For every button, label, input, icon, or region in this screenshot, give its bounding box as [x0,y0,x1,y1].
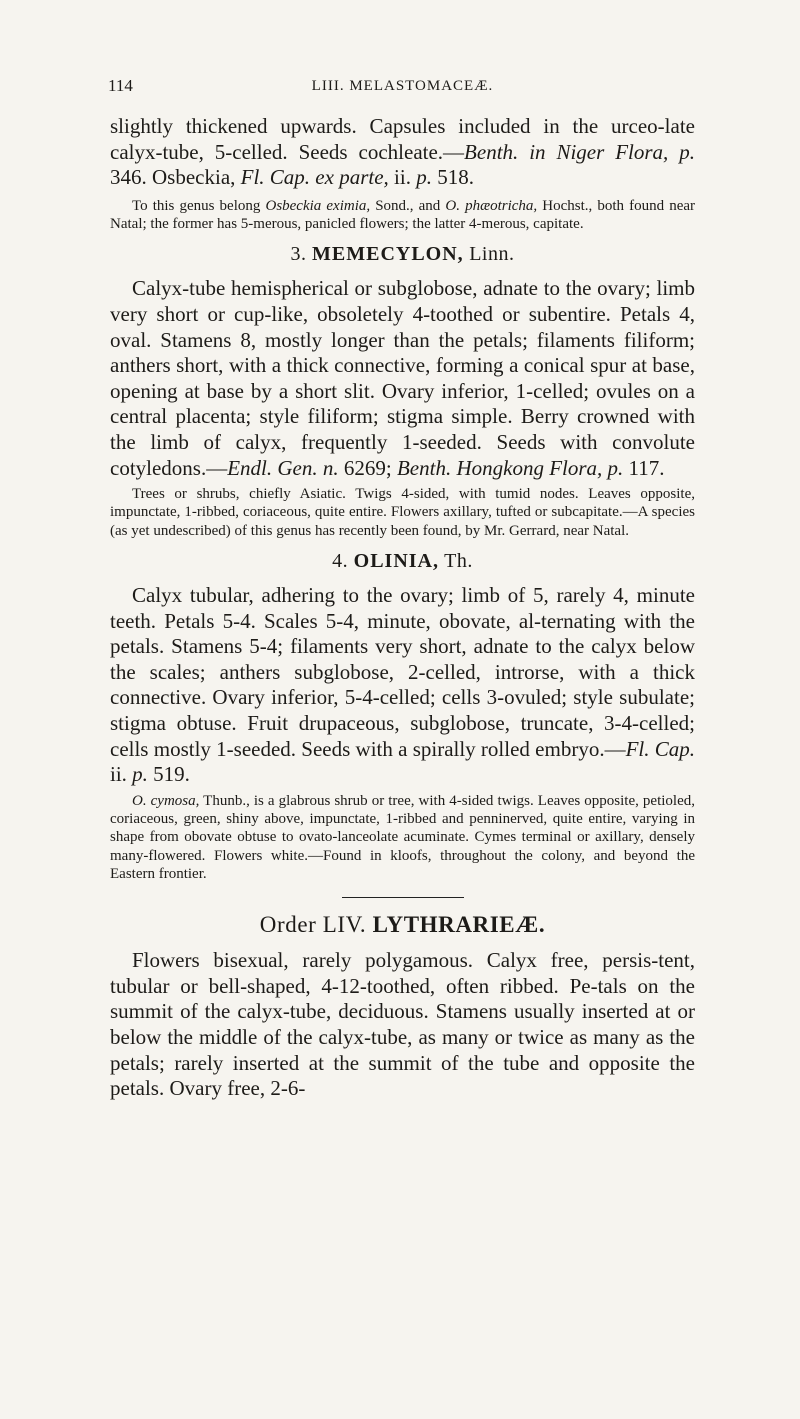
page-number: 114 [108,76,133,95]
memecylon-description: Calyx-tube hemispherical or subglobose, adnate to the ovary; limb very short or cup-like, obsoletely 4-toothed or subentire. Petals 4, oval. Stamens 8, mostly longer than the petals; filaments filiform; anthers short, with a thick connective, forming a conical spur at base, opening at base by a short slit. Ovary inferior, 1-celled; ovules on a central placenta; style filiform; stigma simple. Berry crowned with the limb of calyx, frequently 1-seeded. Seeds with convolute cotyledons.—Endl. Gen. n. 6269; Benth. Hongkong Flora, p. 117. [110,276,695,480]
osbeckia-note: To this genus belong Osbeckia eximia, Sond., and O. phæotricha, Hochst., both found near Natal; the former has 5-merous, panicled flowers; the latter 4-merous, capitate. [110,197,696,233]
olinia-description: Calyx tubular, adhering to the ovary; limb of 5, rarely 4, minute teeth. Petals 5-4. Scales 5-4, minute, obovate, al-ternating with the petals. Stamens 5-4; filaments very short, adnate to the calyx below the scales; anthers subglobose, 2-celled, introrse, with a thick connective. Ovary inferior, 5-4-celled; cells 3-ovuled; style subulate; stigma obtuse. Fruit drupaceous, subglobose, truncate, 3-4-celled; cells mostly 1-seeded. Seeds with a spirally rolled embryo.—Fl. Cap. ii. p. 519. [110,583,695,787]
page [110,76,695,1102]
section-divider [342,897,464,898]
lythrarieae-description: Flowers bisexual, rarely polygamous. Calyx free, persis-tent, tubular or bell-shaped, 4-12-toothed, often ribbed. Pe-tals on the summit of the calyx-tube, deciduous. Stamens usually inserted at or below the middle of the calyx-tube, as many or twice as many as the petals; rarely inserted at the summit of the tube and opposite the petals. Ovary free, 2-6- [110,948,695,1101]
olinia-note: O. cymosa, Thunb., is a glabrous shrub or tree, with 4-sided twigs. Leaves opposite, petioled, coriaceous, green, shiny above, impunctate, 1-ribbed and penninerved, quite entire, varying in shape from obovate obtuse to ovato-lanceolate acuminate. Cymes terminal or axillary, densely many-flowered. Flowers white.—Found in kloofs, throughout the colony, and beyond the Eastern frontier. [110,792,695,882]
memecylon-note: Trees or shrubs, chiefly Asiatic. Twigs 4-sided, with tumid nodes. Leaves opposite, impunctate, 1-ribbed, coriaceous, quite entire. Flowers axillary, tufted or subcapitate.—A species (as yet undescribed) of this genus has recently been found, by Mr. Gerrard, near Natal. [110,486,695,539]
running-head-title: LIII. MELASTOMACEÆ. [311,78,494,94]
osbeckia-description-end: slightly thickened upwards. Capsules included in the urceo-late calyx-tube, 5-celled. Seeds cochleate.—Benth. in Niger Flora, p. 346. Osbeckia, Fl. Cap. ex parte, ii. p. 518. [110,114,695,190]
genus-heading-olinia: 4. OLINIA, Th. [332,550,473,573]
running-header [110,76,695,102]
order-heading: Order LIV. LYTHRARIEÆ. [259,912,546,938]
genus-heading-memecylon: 3. MEMECYLON, Linn. [290,243,515,266]
